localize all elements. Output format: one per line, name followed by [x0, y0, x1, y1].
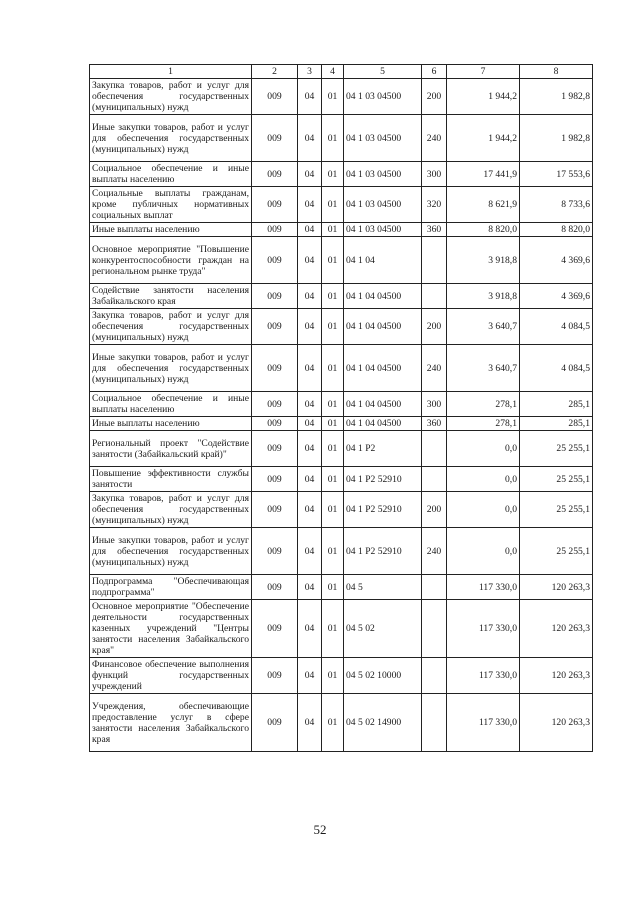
amount-col7-cell: 17 441,9: [447, 162, 520, 187]
gov-code-cell: 009: [252, 600, 298, 658]
gov-code-cell: 009: [252, 284, 298, 309]
header-cell: 3: [298, 65, 322, 79]
subsection-cell: 01: [322, 417, 344, 431]
amount-col8-cell: 8 733,6: [520, 187, 593, 223]
target-article-cell: 04 1 03 04500: [344, 187, 422, 223]
subsection-cell: 01: [322, 162, 344, 187]
section-cell: 04: [298, 162, 322, 187]
target-article-cell: 04 1 04 04500: [344, 392, 422, 417]
amount-col7-cell: 0,0: [447, 528, 520, 575]
expense-type-cell: 320: [422, 187, 447, 223]
row-name-cell: Основное мероприятие "Повышение конкурентоспособности граждан на региональном рынке труда": [90, 237, 252, 284]
gov-code-cell: 009: [252, 658, 298, 694]
subsection-cell: 01: [322, 309, 344, 345]
subsection-cell: 01: [322, 658, 344, 694]
amount-col7-cell: 8 621,9: [447, 187, 520, 223]
row-name-cell: Региональный проект "Содействие занятости (Забайкальский край)": [90, 431, 252, 467]
target-article-cell: 04 1 P2 52910: [344, 528, 422, 575]
header-row: [90, 65, 593, 79]
gov-code-cell: 009: [252, 79, 298, 115]
table-row: [90, 187, 593, 223]
expense-type-cell: 360: [422, 223, 447, 237]
header-cell: 7: [447, 65, 520, 79]
row-name-cell: Подпрограмма "Обеспечивающая подпрограмма": [90, 575, 252, 600]
target-article-cell: 04 1 P2: [344, 431, 422, 467]
row-name-cell: Повышение эффективности службы занятости: [90, 467, 252, 492]
expense-type-cell: [422, 575, 447, 600]
table-row: [90, 467, 593, 492]
expense-type-cell: 240: [422, 528, 447, 575]
amount-col7-cell: 117 330,0: [447, 600, 520, 658]
gov-code-cell: 009: [252, 223, 298, 237]
expense-type-cell: [422, 431, 447, 467]
expense-type-cell: 300: [422, 162, 447, 187]
subsection-cell: 01: [322, 600, 344, 658]
amount-col7-cell: 1 944,2: [447, 79, 520, 115]
amount-col8-cell: 4 084,5: [520, 345, 593, 392]
row-name-cell: Иные выплаты населению: [90, 223, 252, 237]
header-cell: 6: [422, 65, 447, 79]
subsection-cell: 01: [322, 187, 344, 223]
subsection-cell: 01: [322, 492, 344, 528]
section-cell: 04: [298, 392, 322, 417]
section-cell: 04: [298, 309, 322, 345]
section-cell: 04: [298, 345, 322, 392]
section-cell: 04: [298, 223, 322, 237]
table-row: [90, 79, 593, 115]
row-name-cell: Основное мероприятие "Обеспечение деятельности государственных казенных учреждений "Центры занятости населения Забайкальского края": [90, 600, 252, 658]
subsection-cell: 01: [322, 345, 344, 392]
table-row: [90, 575, 593, 600]
table-row: [90, 309, 593, 345]
row-name-cell: Закупка товаров, работ и услуг для обеспечения государственных (муниципальных) нужд: [90, 79, 252, 115]
row-name-cell: Учреждения, обеспечивающие предоставление услуг в сфере занятости населения Забайкальского края: [90, 694, 252, 752]
subsection-cell: 01: [322, 79, 344, 115]
expense-type-cell: [422, 694, 447, 752]
section-cell: 04: [298, 417, 322, 431]
amount-col7-cell: 0,0: [447, 467, 520, 492]
section-cell: 04: [298, 575, 322, 600]
amount-col8-cell: 120 263,3: [520, 600, 593, 658]
expense-type-cell: [422, 658, 447, 694]
gov-code-cell: 009: [252, 528, 298, 575]
amount-col8-cell: 8 820,0: [520, 223, 593, 237]
expense-type-cell: 200: [422, 309, 447, 345]
table-row: [90, 115, 593, 162]
target-article-cell: 04 5 02 14900: [344, 694, 422, 752]
section-cell: 04: [298, 694, 322, 752]
target-article-cell: 04 1 04 04500: [344, 309, 422, 345]
target-article-cell: 04 1 04 04500: [344, 417, 422, 431]
amount-col8-cell: 25 255,1: [520, 431, 593, 467]
gov-code-cell: 009: [252, 392, 298, 417]
amount-col8-cell: 285,1: [520, 417, 593, 431]
expense-type-cell: 240: [422, 345, 447, 392]
table-row: [90, 694, 593, 752]
subsection-cell: 01: [322, 284, 344, 309]
expense-type-cell: [422, 284, 447, 309]
amount-col8-cell: 120 263,3: [520, 658, 593, 694]
section-cell: 04: [298, 492, 322, 528]
section-cell: 04: [298, 284, 322, 309]
section-cell: 04: [298, 79, 322, 115]
expense-type-cell: [422, 467, 447, 492]
amount-col7-cell: 117 330,0: [447, 694, 520, 752]
amount-col8-cell: 285,1: [520, 392, 593, 417]
table-row: [90, 345, 593, 392]
header-cell: 5: [344, 65, 422, 79]
header-cell: 8: [520, 65, 593, 79]
subsection-cell: 01: [322, 528, 344, 575]
subsection-cell: 01: [322, 694, 344, 752]
expense-type-cell: 200: [422, 492, 447, 528]
budget-table: [89, 64, 593, 752]
table-row: [90, 528, 593, 575]
target-article-cell: 04 5 02: [344, 600, 422, 658]
table-row: [90, 492, 593, 528]
amount-col8-cell: 1 982,8: [520, 79, 593, 115]
target-article-cell: 04 1 04 04500: [344, 284, 422, 309]
amount-col8-cell: 120 263,3: [520, 694, 593, 752]
target-article-cell: 04 1 04: [344, 237, 422, 284]
expense-type-cell: 240: [422, 115, 447, 162]
row-name-cell: Закупка товаров, работ и услуг для обеспечения государственных (муниципальных) нужд: [90, 309, 252, 345]
subsection-cell: 01: [322, 115, 344, 162]
gov-code-cell: 009: [252, 237, 298, 284]
subsection-cell: 01: [322, 223, 344, 237]
amount-col8-cell: 120 263,3: [520, 575, 593, 600]
target-article-cell: 04 1 P2 52910: [344, 467, 422, 492]
amount-col8-cell: 17 553,6: [520, 162, 593, 187]
table-row: [90, 417, 593, 431]
gov-code-cell: 009: [252, 345, 298, 392]
amount-col7-cell: 278,1: [447, 392, 520, 417]
header-cell: 2: [252, 65, 298, 79]
section-cell: 04: [298, 658, 322, 694]
expense-type-cell: [422, 237, 447, 284]
table-row: [90, 162, 593, 187]
row-name-cell: Иные выплаты населению: [90, 417, 252, 431]
amount-col8-cell: 1 982,8: [520, 115, 593, 162]
section-cell: 04: [298, 528, 322, 575]
subsection-cell: 01: [322, 237, 344, 284]
amount-col7-cell: 8 820,0: [447, 223, 520, 237]
gov-code-cell: 009: [252, 492, 298, 528]
target-article-cell: 04 1 03 04500: [344, 162, 422, 187]
target-article-cell: 04 1 03 04500: [344, 79, 422, 115]
gov-code-cell: 009: [252, 431, 298, 467]
target-article-cell: 04 1 03 04500: [344, 223, 422, 237]
table-row: [90, 431, 593, 467]
gov-code-cell: 009: [252, 115, 298, 162]
expense-type-cell: 360: [422, 417, 447, 431]
table-row: [90, 284, 593, 309]
amount-col7-cell: 3 640,7: [447, 309, 520, 345]
section-cell: 04: [298, 237, 322, 284]
amount-col7-cell: 0,0: [447, 492, 520, 528]
amount-col7-cell: 3 918,8: [447, 284, 520, 309]
expense-type-cell: [422, 600, 447, 658]
amount-col7-cell: 117 330,0: [447, 575, 520, 600]
amount-col7-cell: 3 918,8: [447, 237, 520, 284]
gov-code-cell: 009: [252, 575, 298, 600]
amount-col7-cell: 117 330,0: [447, 658, 520, 694]
section-cell: 04: [298, 600, 322, 658]
amount-col8-cell: 25 255,1: [520, 467, 593, 492]
header-cell: 4: [322, 65, 344, 79]
amount-col7-cell: 3 640,7: [447, 345, 520, 392]
target-article-cell: 04 5: [344, 575, 422, 600]
amount-col8-cell: 25 255,1: [520, 528, 593, 575]
row-name-cell: Финансовое обеспечение выполнения функций государственных учреждений: [90, 658, 252, 694]
table-row: [90, 392, 593, 417]
table-row: [90, 237, 593, 284]
target-article-cell: 04 1 03 04500: [344, 115, 422, 162]
row-name-cell: Иные закупки товаров, работ и услуг для обеспечения государственных (муниципальных) нужд: [90, 528, 252, 575]
amount-col7-cell: 1 944,2: [447, 115, 520, 162]
subsection-cell: 01: [322, 467, 344, 492]
expense-type-cell: 300: [422, 392, 447, 417]
gov-code-cell: 009: [252, 467, 298, 492]
amount-col7-cell: 278,1: [447, 417, 520, 431]
row-name-cell: Иные закупки товаров, работ и услуг для обеспечения государственных (муниципальных) нужд: [90, 115, 252, 162]
subsection-cell: 01: [322, 392, 344, 417]
header-cell: 1: [90, 65, 252, 79]
table-row: [90, 658, 593, 694]
amount-col7-cell: 0,0: [447, 431, 520, 467]
amount-col8-cell: 25 255,1: [520, 492, 593, 528]
target-article-cell: 04 1 04 04500: [344, 345, 422, 392]
row-name-cell: Социальное обеспечение и иные выплаты населению: [90, 392, 252, 417]
row-name-cell: Социальные выплаты гражданам, кроме публичных нормативных социальных выплат: [90, 187, 252, 223]
gov-code-cell: 009: [252, 187, 298, 223]
gov-code-cell: 009: [252, 694, 298, 752]
amount-col8-cell: 4 084,5: [520, 309, 593, 345]
amount-col8-cell: 4 369,6: [520, 284, 593, 309]
gov-code-cell: 009: [252, 309, 298, 345]
table-row: [90, 223, 593, 237]
row-name-cell: Закупка товаров, работ и услуг для обеспечения государственных (муниципальных) нужд: [90, 492, 252, 528]
expense-type-cell: 200: [422, 79, 447, 115]
table-row: [90, 600, 593, 658]
row-name-cell: Социальное обеспечение и иные выплаты населению: [90, 162, 252, 187]
subsection-cell: 01: [322, 431, 344, 467]
section-cell: 04: [298, 431, 322, 467]
section-cell: 04: [298, 187, 322, 223]
amount-col8-cell: 4 369,6: [520, 237, 593, 284]
section-cell: 04: [298, 115, 322, 162]
target-article-cell: 04 5 02 10000: [344, 658, 422, 694]
gov-code-cell: 009: [252, 417, 298, 431]
target-article-cell: 04 1 P2 52910: [344, 492, 422, 528]
section-cell: 04: [298, 467, 322, 492]
row-name-cell: Содействие занятости населения Забайкальского края: [90, 284, 252, 309]
page-number: 52: [313, 822, 327, 837]
gov-code-cell: 009: [252, 162, 298, 187]
row-name-cell: Иные закупки товаров, работ и услуг для обеспечения государственных (муниципальных) нужд: [90, 345, 252, 392]
subsection-cell: 01: [322, 575, 344, 600]
